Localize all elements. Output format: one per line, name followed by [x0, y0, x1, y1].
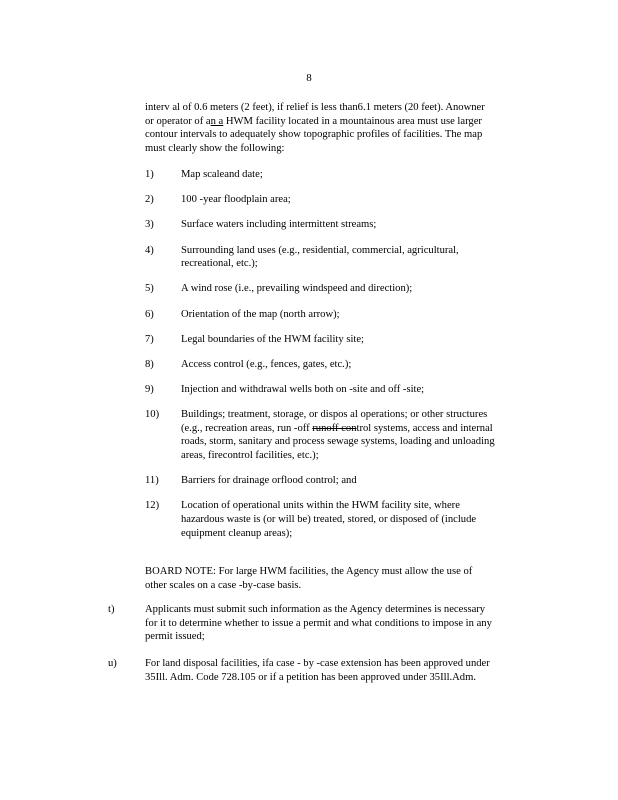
item-text-part: (e.g., recreation areas, run -off [181, 422, 313, 434]
item-text: hazardous waste is (or will be) treated, stored, or disposed of (include [181, 514, 477, 526]
item-text: Surrounding land uses (e.g., residential, commercial, agricultural, [181, 244, 459, 256]
list-item [145, 168, 540, 182]
item-text: equipment cleanup areas); [181, 527, 293, 539]
list-item [145, 358, 540, 372]
list-item [145, 408, 540, 462]
list-item [145, 193, 540, 207]
subsection-line: for it to determine whether to issue a permit and what conditions to impose in any [145, 617, 492, 629]
intro-line: must clearly show the following: [145, 142, 285, 154]
underlined-insertion: n a [210, 115, 224, 127]
item-text: 100 -year floodplain area; [181, 194, 291, 206]
item-text: Access control (e.g., fences, gates, etc.); [181, 358, 352, 370]
subsection-letter: t) [108, 604, 115, 615]
subsection-line: Applicants must submit such information as the Agency determines is necessary [145, 604, 486, 615]
item-text: Buildings; treatment, storage, or dispos al operations; or other structures [181, 409, 488, 421]
subsection-line: permit issued; [145, 631, 205, 643]
item-number: 10) [145, 409, 160, 421]
board-note-line: other scales on a case -by-case basis. [145, 579, 302, 591]
item-number: 7) [145, 333, 154, 345]
list-item [145, 383, 540, 397]
page-number: 8 [306, 72, 312, 84]
item-number: 1) [145, 169, 154, 180]
item-text: Orientation of the map (north arrow); [181, 308, 340, 320]
intro-text: or operator of a [145, 115, 211, 127]
item-text: areas, firecontrol facilities, etc.); [181, 450, 319, 462]
list-item [145, 308, 540, 322]
item-text: Barriers for drainage orflood control; and [181, 475, 357, 487]
intro-paragraph [145, 101, 535, 155]
list-item [145, 244, 540, 271]
item-number: 4) [145, 244, 154, 256]
item-number: 2) [145, 194, 154, 206]
item-number: 6) [145, 308, 154, 320]
item-text: Surface waters including intermittent streams; [181, 219, 377, 231]
subsection-text [145, 657, 545, 684]
list-item [145, 282, 540, 296]
item-number: 12) [145, 500, 160, 512]
item-number: 3) [145, 219, 154, 231]
item-number: 11) [145, 475, 159, 487]
item-number: 5) [145, 283, 154, 295]
item-number: 8) [145, 358, 154, 370]
intro-line [145, 115, 535, 129]
subsection-line: For land disposal facilities, ifa case - by -case extension has been approved under [145, 658, 490, 669]
struck-deletion: runoff con [312, 422, 357, 434]
item-text: recreational, etc.); [181, 258, 258, 270]
item-number: 9) [145, 384, 154, 396]
subsection-text [145, 603, 545, 644]
item-text: Injection and withdrawal wells both on -site and off -site; [181, 384, 425, 396]
item-text [181, 422, 540, 436]
list-item [145, 474, 540, 488]
intro-line: interv al of 0.6 meters (2 feet), if relief is less than6.1 meters (20 feet). Anowner [145, 102, 485, 113]
board-note [145, 565, 535, 592]
item-text-part: trol systems, access and internal [356, 422, 493, 434]
intro-text: HWM facility located in a mountainous area must use larger [223, 115, 482, 127]
list-item [145, 333, 540, 347]
subsection-letter: u) [108, 658, 117, 669]
item-text: Map scaleand date; [181, 169, 263, 180]
requirements-list [145, 168, 540, 552]
board-note-line: BOARD NOTE: For large HWM facilities, the Agency must allow the use of [145, 566, 473, 577]
item-text: Legal boundaries of the HWM facility site; [181, 333, 364, 345]
subsection-line: 35Ill. Adm. Code 728.105 or if a petition has been approved under 35Ill.Adm. [145, 671, 476, 683]
item-text: roads, storm, sanitary and process sewage systems, loading and unloading [181, 436, 495, 448]
intro-line: contour intervals to adequately show topographic profiles of facilities. The map [145, 129, 483, 141]
item-text: Location of operational units within the HWM facility site, where [181, 500, 460, 512]
item-text: A wind rose (i.e., prevailing windspeed and direction); [181, 283, 413, 295]
list-item [145, 499, 540, 540]
list-item [145, 218, 540, 232]
